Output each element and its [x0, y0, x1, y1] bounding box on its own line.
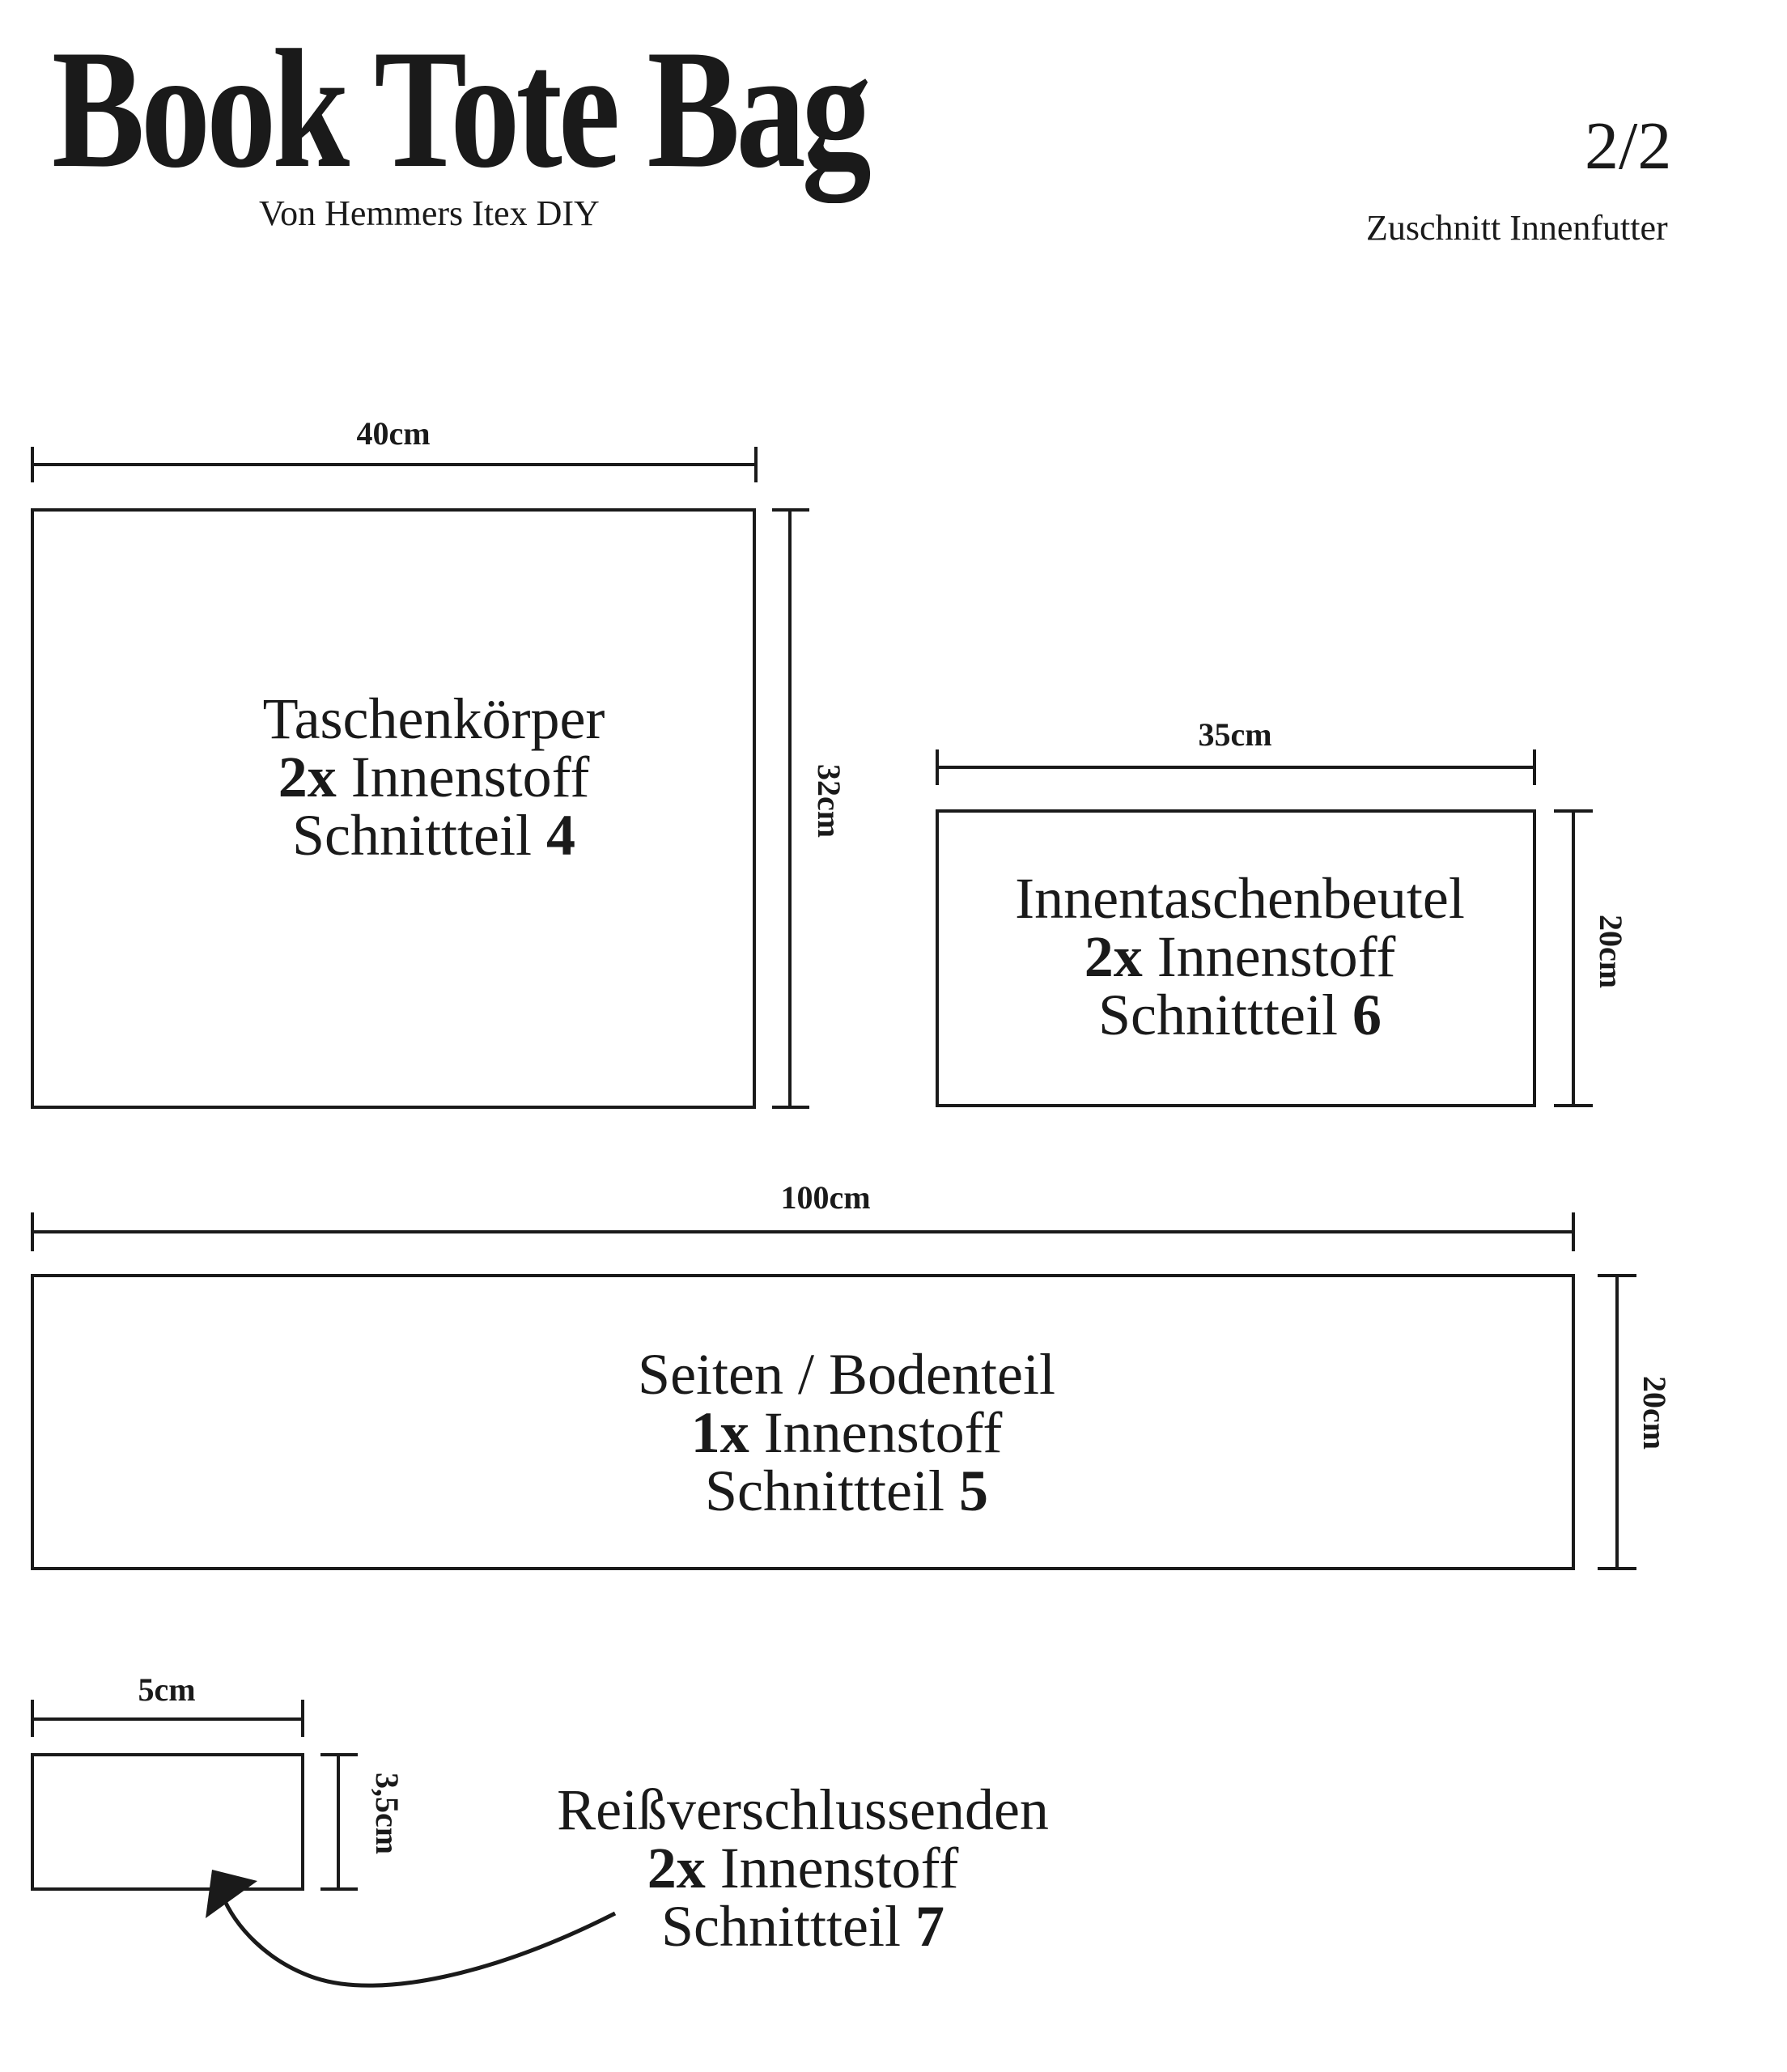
piece-part-label: Schnittteil	[705, 1458, 944, 1523]
piece-count: 2x	[647, 1836, 706, 1900]
pattern-piece-5-label	[638, 1342, 1055, 1523]
author-subtitle: Von Hemmers Itex DIY	[259, 193, 600, 233]
piece-count: 1x	[690, 1400, 749, 1465]
piece-name: Taschenkörper	[262, 686, 605, 751]
height-label-piece-7: 3,5cm	[369, 1773, 405, 1855]
pattern-piece-6-label	[1015, 866, 1465, 1047]
section-title: Zuschnitt Innenfutter	[1366, 208, 1668, 248]
piece-name: Reißverschlussenden	[557, 1777, 1049, 1842]
pattern-piece-4-label	[262, 686, 605, 868]
page-title: Book Tote Bag	[52, 15, 868, 203]
piece-count: 2x	[1084, 924, 1143, 989]
height-label-piece-4: 32cm	[811, 764, 847, 839]
piece-part-label: Schnittteil	[292, 803, 532, 868]
width-label-piece-4: 40cm	[356, 415, 431, 452]
piece-part-number: 4	[545, 803, 575, 868]
width-label-piece-6: 35cm	[1198, 716, 1272, 753]
piece-fabric: Innenstoff	[719, 1836, 959, 1900]
height-label-piece-5: 20cm	[1636, 1376, 1673, 1450]
piece-part-label: Schnittteil	[1098, 983, 1338, 1047]
piece-fabric: Innenstoff	[350, 745, 590, 809]
page-number: 2/2	[1585, 108, 1672, 184]
piece-name: Seiten / Bodenteil	[638, 1342, 1055, 1407]
width-label-piece-7: 5cm	[138, 1671, 196, 1708]
piece-part-label: Schnittteil	[661, 1894, 901, 1959]
pattern-piece-7	[31, 1753, 304, 1891]
piece-count: 2x	[278, 745, 337, 809]
piece-part-number: 6	[1352, 983, 1382, 1047]
piece-part-number: 5	[958, 1458, 988, 1523]
piece-fabric: Innenstoff	[1157, 924, 1396, 989]
height-label-piece-6: 20cm	[1593, 915, 1629, 989]
pattern-piece-7-label	[557, 1777, 1049, 1959]
piece-part-number: 7	[915, 1894, 944, 1959]
width-label-piece-5: 100cm	[780, 1179, 871, 1216]
piece-name: Innentaschenbeutel	[1015, 866, 1465, 931]
piece-fabric: Innenstoff	[763, 1400, 1003, 1465]
